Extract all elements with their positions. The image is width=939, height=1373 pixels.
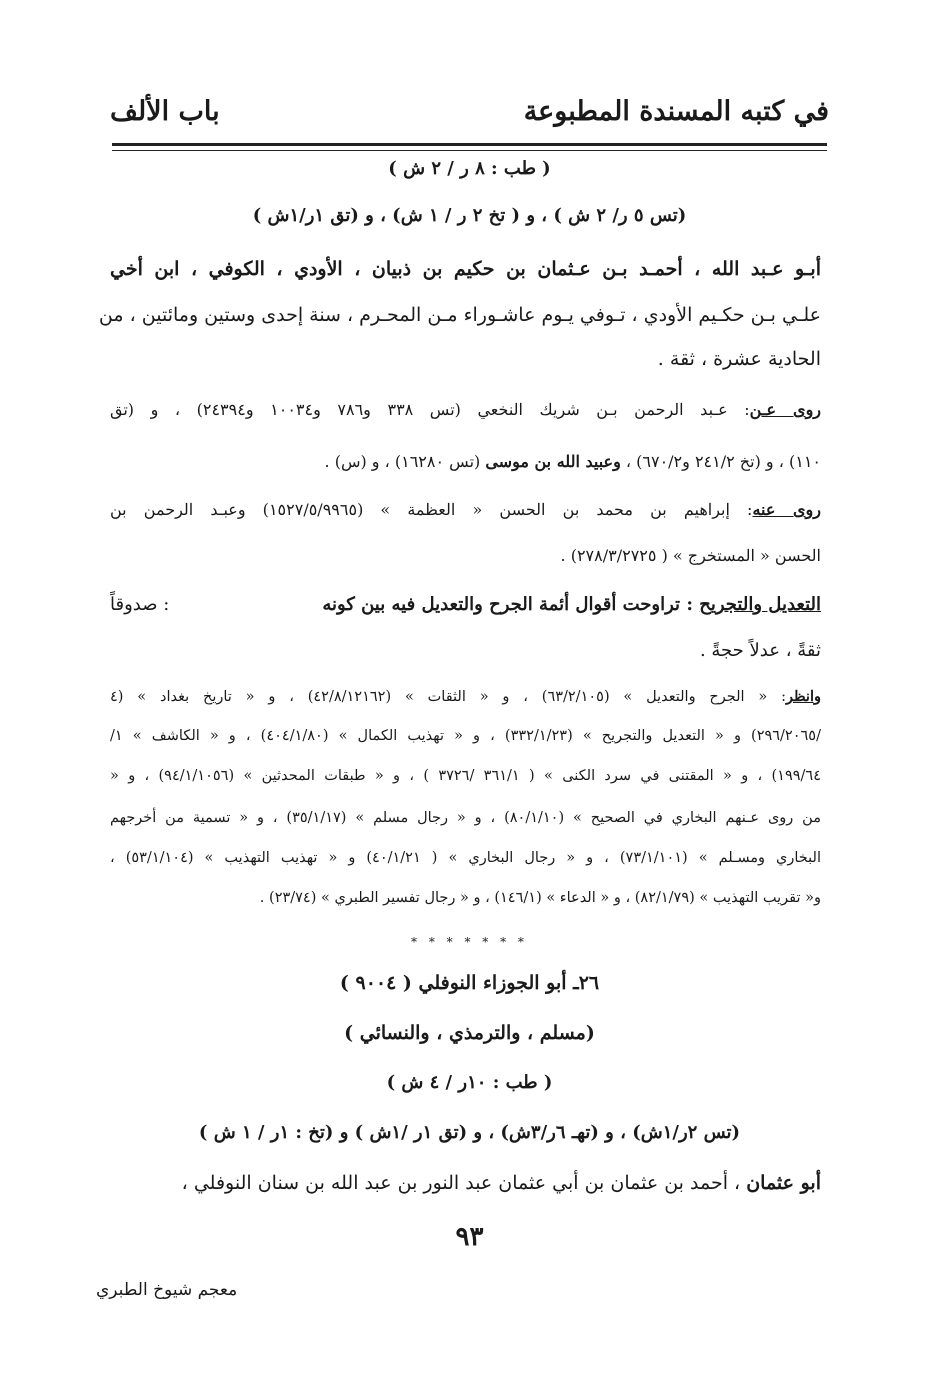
- rawa-anhu-label: روى عنه: [752, 500, 821, 519]
- rawa-an-text2c: (تس ١٦٢٨٠) ، و (س) .: [324, 452, 486, 471]
- tadil-text1: : تراوحت أقوال أئمة الجرح والتعديل فيه بين كونه: [322, 594, 700, 615]
- footer-book-title: معجم شيوخ الطبري: [96, 1280, 238, 1300]
- rawa-anhu-text1: : إبراهيم بن محمد بن الحسن « العظمة » (١٥٢٧/٥/٩٩٦٥) وعبـد الرحمن بن: [110, 500, 753, 519]
- tadil-label: التعديل والتجريح: [699, 594, 821, 615]
- entry1-rawa-anhu-line2: الحسن « المستخرج » ( ٢٧٨/٣/٢٧٢٥) .: [560, 546, 821, 565]
- rawa-an-label: روى عـن: [749, 400, 822, 419]
- rawa-an-text2a: ١١٠) ، و (تخ ٢٤١/٢ و٦٧٠/٢) ،: [620, 452, 821, 471]
- refs-text1: : « الجرح والتعديل » (٦٣/٢/١٠٥) ، و « الثقات » (٤٢/٨/١٢١٦٢) ، و « تاريخ بغداد » (٤: [110, 689, 787, 705]
- entry2-counts: (تس ٢ر/١ش) ، و (تهـ ٦ر/٣ش) ، و (تق ١ر /١ش ) و (تخ : ١ر / ١ ش ): [198, 1122, 741, 1143]
- entry2-tabaqa: ( طب : ١٠ر / ٤ ش ): [386, 1072, 553, 1093]
- entry2-title: ٢٦ـ أبو الجوزاء النوفلي ( ٩٠٠٤ ): [339, 972, 600, 994]
- entry1-tadil-line1: [110, 594, 821, 615]
- page-number: ٩٣: [455, 1222, 484, 1252]
- entry2-books: (مسلم ، والترمذي ، والنسائي ): [344, 1022, 595, 1044]
- tadil-text1-end: : صدوقاً: [110, 594, 170, 615]
- entry1-bio-line3: الحادية عشرة ، ثقة .: [657, 348, 821, 370]
- refs-label: وانظر: [786, 688, 821, 705]
- entry2-bio-text1: ، أحمد بن عثمان بن أبي عثمان عبد النور بن عبد الله بن سنان النوفلي ،: [181, 1172, 747, 1194]
- entry1-refs-line2: /٢٩٦/٢٠٦٥) و « التعديل والتجريح » (٣٣٢/١/٢٣) ، و « تهذيب الكمال » (٤٠٤/١/٨٠) ، و « الكاشف » ١/: [110, 728, 821, 744]
- entry2-bio-label: أبو عثمان: [746, 1172, 821, 1194]
- entry2-bio-line1: [110, 1172, 821, 1194]
- entry1-refs-line5: البخاري ومسـلم » (٧٣/١/١٠١) ، و « رجال البخاري » ( ٤٠/١/٢١) و « تهذيب التهذيب » (٥٣/١/١٠٤) ،: [110, 850, 821, 866]
- entry1-rawa-anhu-line1: [110, 500, 821, 519]
- entry1-rawa-an-line1: [110, 400, 821, 419]
- entry1-refs-line4: من روى عـنهم البخاري في الصحيح » (٨٠/١/١٠) ، و « رجال مسلم » (٣٥/١/١٧) ، و « تسمية من أخرجهم: [110, 810, 821, 826]
- rawa-an-text2b: وعبيد الله بن موسى: [485, 452, 621, 471]
- entry1-counts: (تس ٥ ر/ ٢ ش ) ، و ( تخ ٢ ر / ١ ش) ، و (تق ١ر/١ش ): [252, 205, 687, 226]
- entry1-rawa-an-line2: [110, 452, 821, 471]
- rawa-an-text1: : عـبد الرحمن بـن شريك النخعي (تس ٣٣٨ و٧٨٦ و١٠٠٣٤ و٢٤٣٩٤) ، و (تق: [110, 400, 750, 419]
- header-rule-thin: [112, 150, 827, 151]
- entry1-refs-line6: و« تقريب التهذيب » (٨٢/١/٧٩) ، و « الدعاء » (١٤٦/١) ، و « رجال تفسير الطبري » (٢٣/٧٤) .: [259, 890, 821, 906]
- entry1-refs-line1: [110, 688, 821, 705]
- entry1-bio-text1: أبـو عـبد الله ، أحمـد بـن عـثمان بن حكيم بن ذبيان ، الأودي ، الكوفي ، ابن أخي: [110, 258, 821, 280]
- entry1-bio-line1: [110, 258, 821, 280]
- header-chapter-title: باب الألف: [110, 96, 220, 127]
- running-header: [110, 92, 829, 142]
- entry1-bio-line2: علـي بـن حكـيم الأودي ، تـوفي يـوم عاشـوراء مـن المحـرم ، سنة إحدى وستين ومائتين ، من: [98, 304, 821, 326]
- header-rule-thick: [112, 143, 827, 146]
- entry1-refs-line3: ١٩٩/٦٤) ، و « المقتنى في سرد الكنى » ( ٣٦١/١ /٣٧٢٦ ) ، و « طبقات المحدثين » (٩٤/١/١٠٥٦) ، و «: [110, 768, 821, 784]
- entry1-tadil-line2: ثقةً ، عدلاً حجةً .: [699, 640, 821, 661]
- section-separator: * * * * * * *: [411, 935, 528, 949]
- entry1-tabaqa: ( طب : ٨ ر / ٢ ش ): [388, 158, 551, 179]
- header-book-title: في كتبه المسندة المطبوعة: [523, 96, 829, 127]
